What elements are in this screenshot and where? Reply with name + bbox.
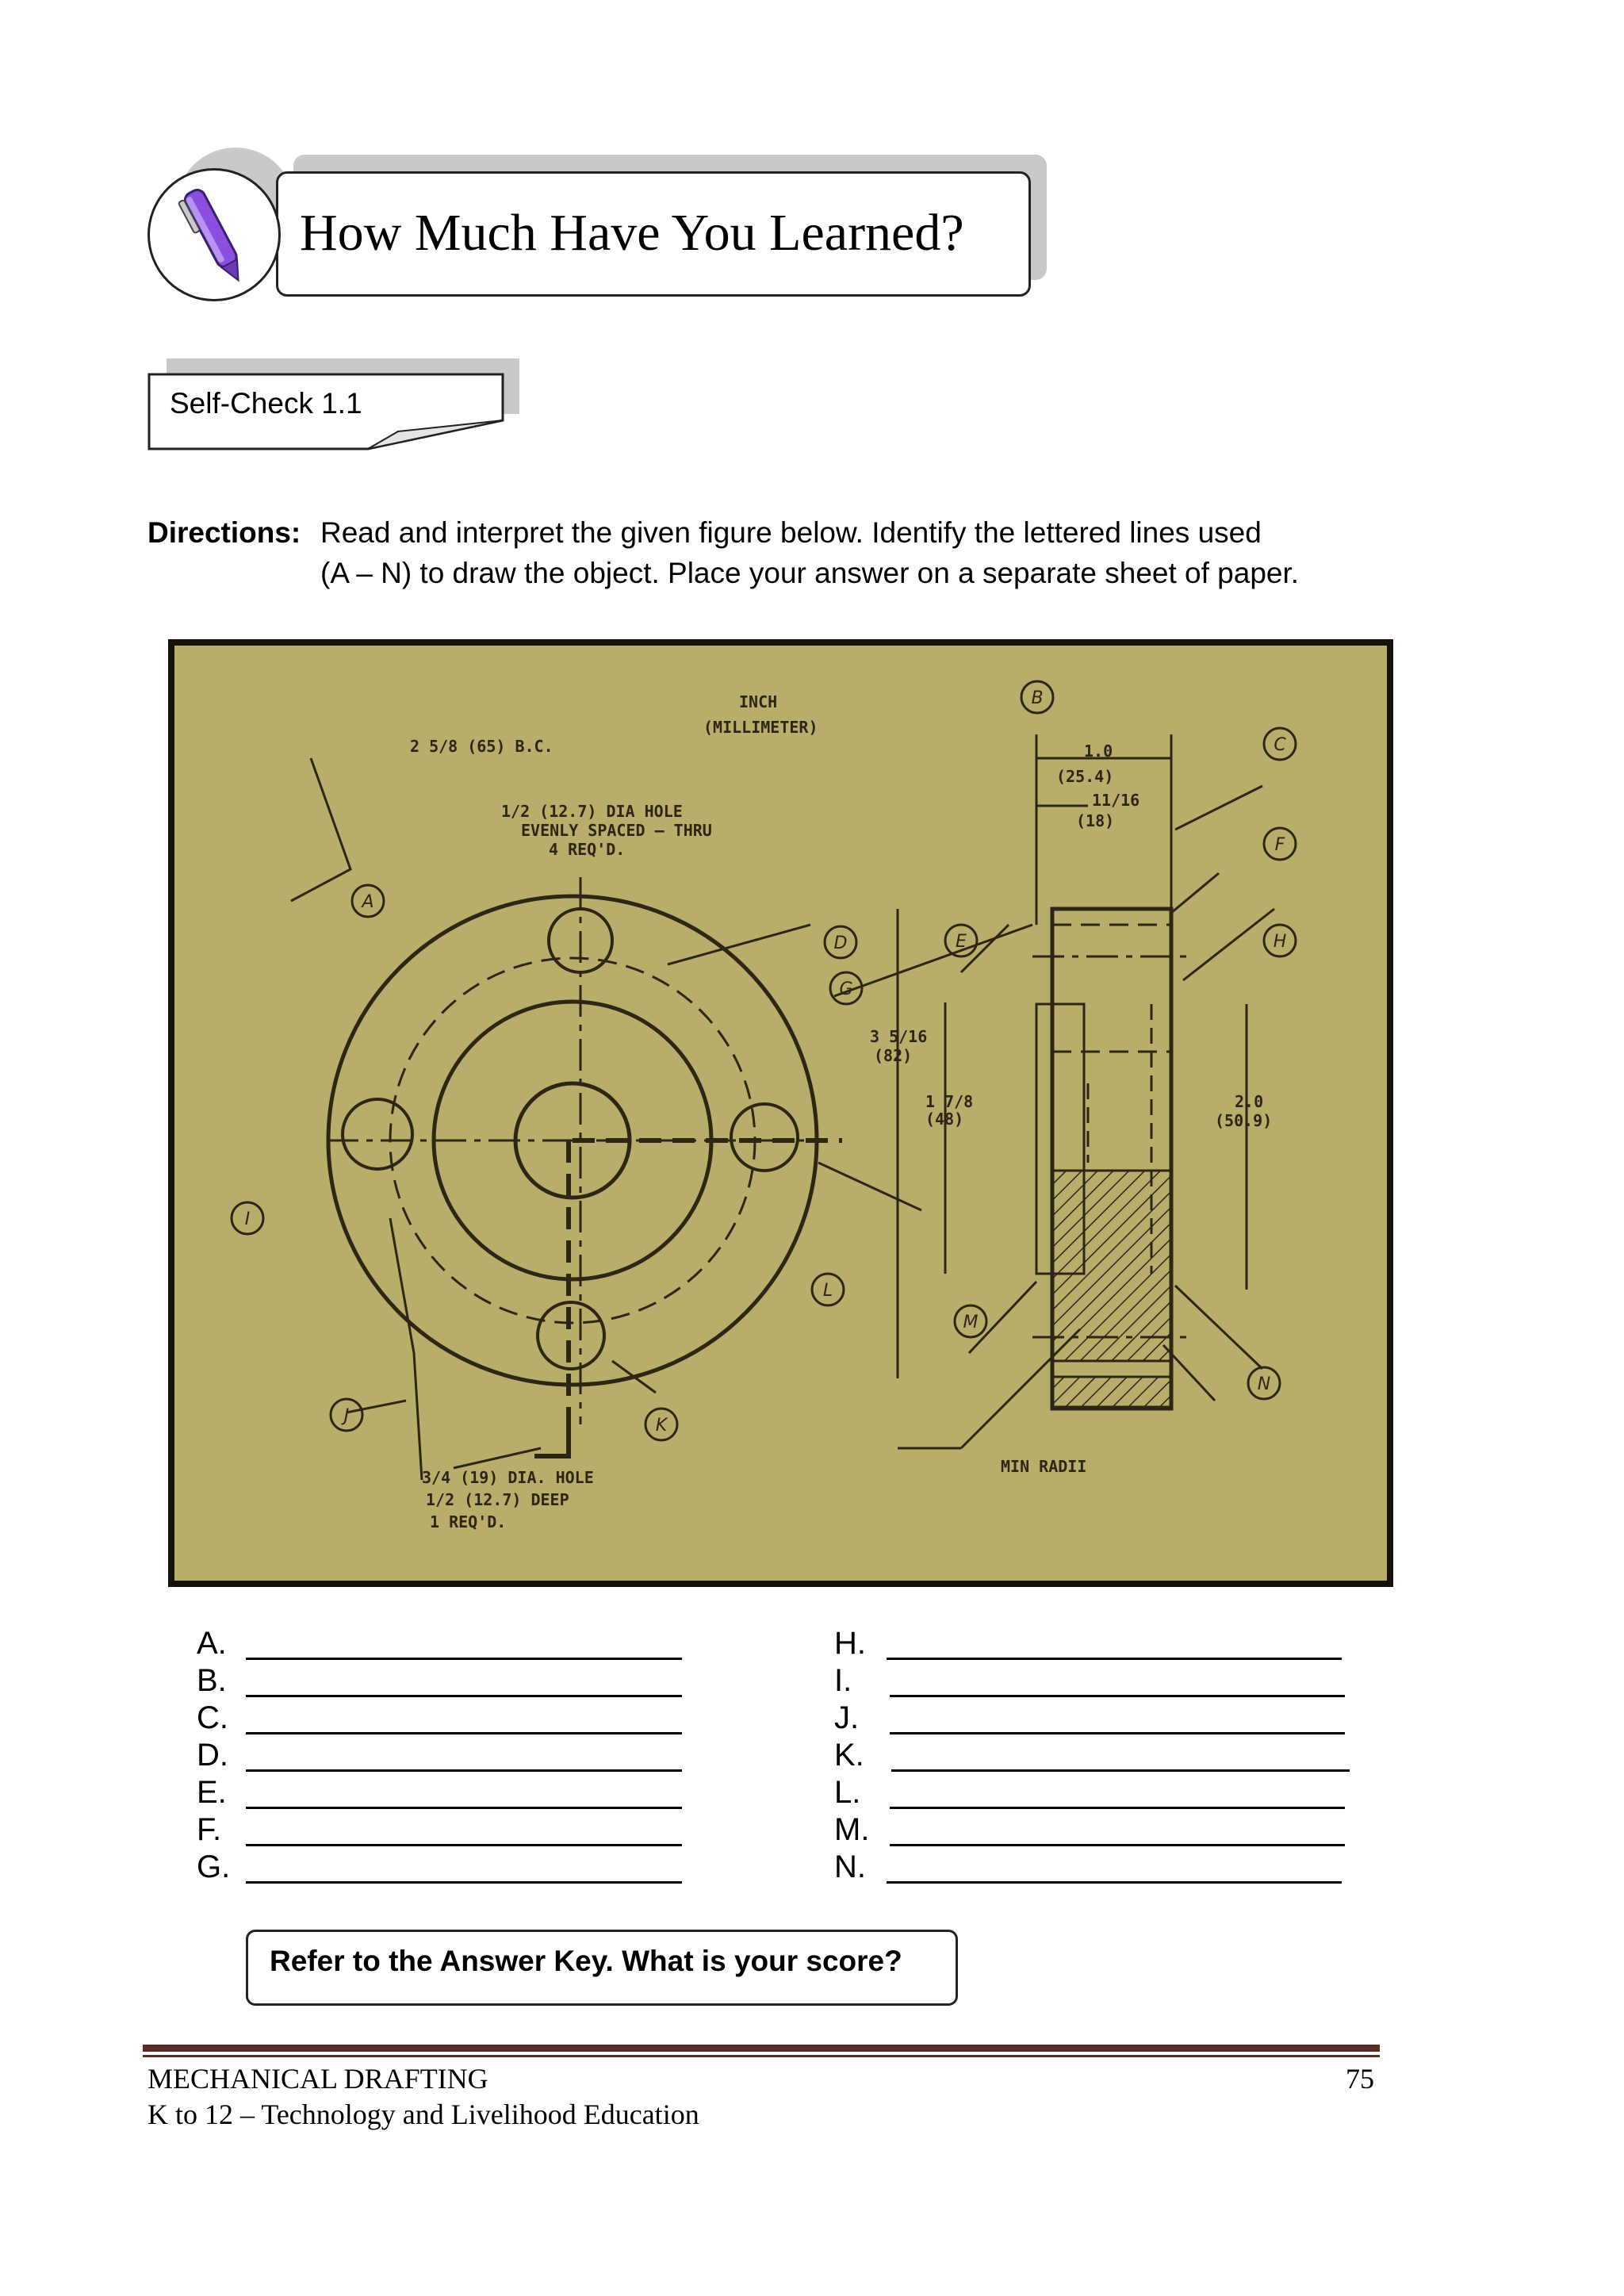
answer-blank-f[interactable] [246,1844,682,1846]
self-check-label: Self-Check 1.1 [170,387,362,420]
note-min-radii: MIN RADII [1001,1457,1087,1476]
answer-blank-a[interactable] [246,1658,682,1660]
answer-label-a: A. [197,1626,227,1661]
answer-label-f: F. [197,1812,222,1847]
answer-label-e: E. [197,1775,227,1810]
answer-label-j: J. [834,1700,860,1735]
dim-height-1: 3 5/16 [870,1027,928,1046]
answer-label-b: B. [197,1663,227,1698]
dim-hub-1: 11/16 [1092,791,1140,810]
note-counterbore-3: 1 REQ'D. [430,1512,507,1531]
drafting-figure [168,639,1393,1587]
answer-blank-m[interactable] [890,1844,1345,1846]
answer-blank-d[interactable] [246,1769,682,1772]
directions-line-1: Read and interpret the given figure below. Identify the lettered lines used [320,516,1262,549]
note-hole-1: 1/2 (12.7) DIA HOLE [501,802,683,821]
answer-label-l: L. [834,1775,861,1810]
note-counterbore-2: 1/2 (12.7) DEEP [426,1490,569,1509]
figure-units-top: INCH [739,692,778,711]
answer-blank-j[interactable] [890,1732,1345,1734]
page-number: 75 [1346,2063,1374,2095]
callout-g: G [839,979,853,999]
answer-blank-k[interactable] [891,1769,1350,1772]
footer-rule-thick [143,2045,1380,2052]
pen-icon-badge [147,168,281,301]
note-hole-2: EVENLY SPACED – THRU [521,821,712,840]
answer-blank-i[interactable] [890,1695,1345,1697]
answer-blank-c[interactable] [246,1732,682,1734]
drafting-figure-frame [168,639,1393,1587]
answer-blank-h[interactable] [887,1658,1342,1660]
footer-rule-thin [143,2055,1380,2057]
answer-label-d: D. [197,1738,228,1773]
directions-line-2: (A – N) to draw the object. Place your answer on a separate sheet of paper. [320,557,1300,589]
answer-blank-g[interactable] [246,1881,682,1884]
dim-hub-2: (18) [1076,811,1115,830]
dim-width-2: (25.4) [1056,767,1114,786]
answer-blank-n[interactable] [887,1881,1342,1884]
answer-label-k: K. [834,1738,864,1773]
callout-k: K [655,1416,668,1435]
answer-blank-l[interactable] [890,1807,1345,1809]
answer-blank-b[interactable] [246,1695,682,1697]
dim-hub-dia-1: 1 7/8 [925,1092,974,1111]
directions-label: Directions: [147,516,301,549]
page-title: How Much Have You Learned? [300,204,964,262]
callout-j: J [343,1406,350,1426]
callout-l: L [822,1281,833,1301]
callout-a: A [362,892,374,912]
dim-width-1: 1.0 [1084,742,1113,761]
footer-subject: MECHANICAL DRAFTING [147,2063,488,2095]
callout-n: N [1257,1374,1271,1394]
callout-h: H [1273,932,1287,952]
answer-label-i: I. [834,1663,852,1698]
callout-f: F [1274,835,1285,855]
pen-icon [150,171,278,299]
figure-units-bottom: (MILLIMETER) [703,718,818,737]
note-counterbore-1: 3/4 (19) DIA. HOLE [422,1468,594,1487]
note-hole-3: 4 REQ'D. [549,840,626,859]
callout-i: I [244,1209,251,1229]
answer-label-m: M. [834,1812,870,1847]
callout-e: E [956,932,967,952]
answer-blank-e[interactable] [246,1807,682,1809]
dim-hub-dia-2: (48) [925,1110,964,1129]
score-prompt: Refer to the Answer Key. What is your score? [270,1945,902,1977]
footer-course: K to 12 – Technology and Livelihood Education [147,2099,699,2130]
answer-label-n: N. [834,1849,866,1884]
answer-label-h: H. [834,1626,866,1661]
dim-right-1: 2.0 [1235,1092,1264,1111]
callout-d: D [833,933,848,953]
answer-label-g: G. [197,1849,231,1884]
callout-c: C [1274,735,1286,755]
dim-right-2: (50.9) [1215,1111,1273,1130]
callout-m: M [963,1313,979,1332]
answer-label-c: C. [197,1700,228,1735]
note-bolt-circle: 2 5/8 (65) B.C. [410,737,553,756]
dim-height-2: (82) [874,1046,913,1065]
callout-b: B [1031,688,1044,708]
